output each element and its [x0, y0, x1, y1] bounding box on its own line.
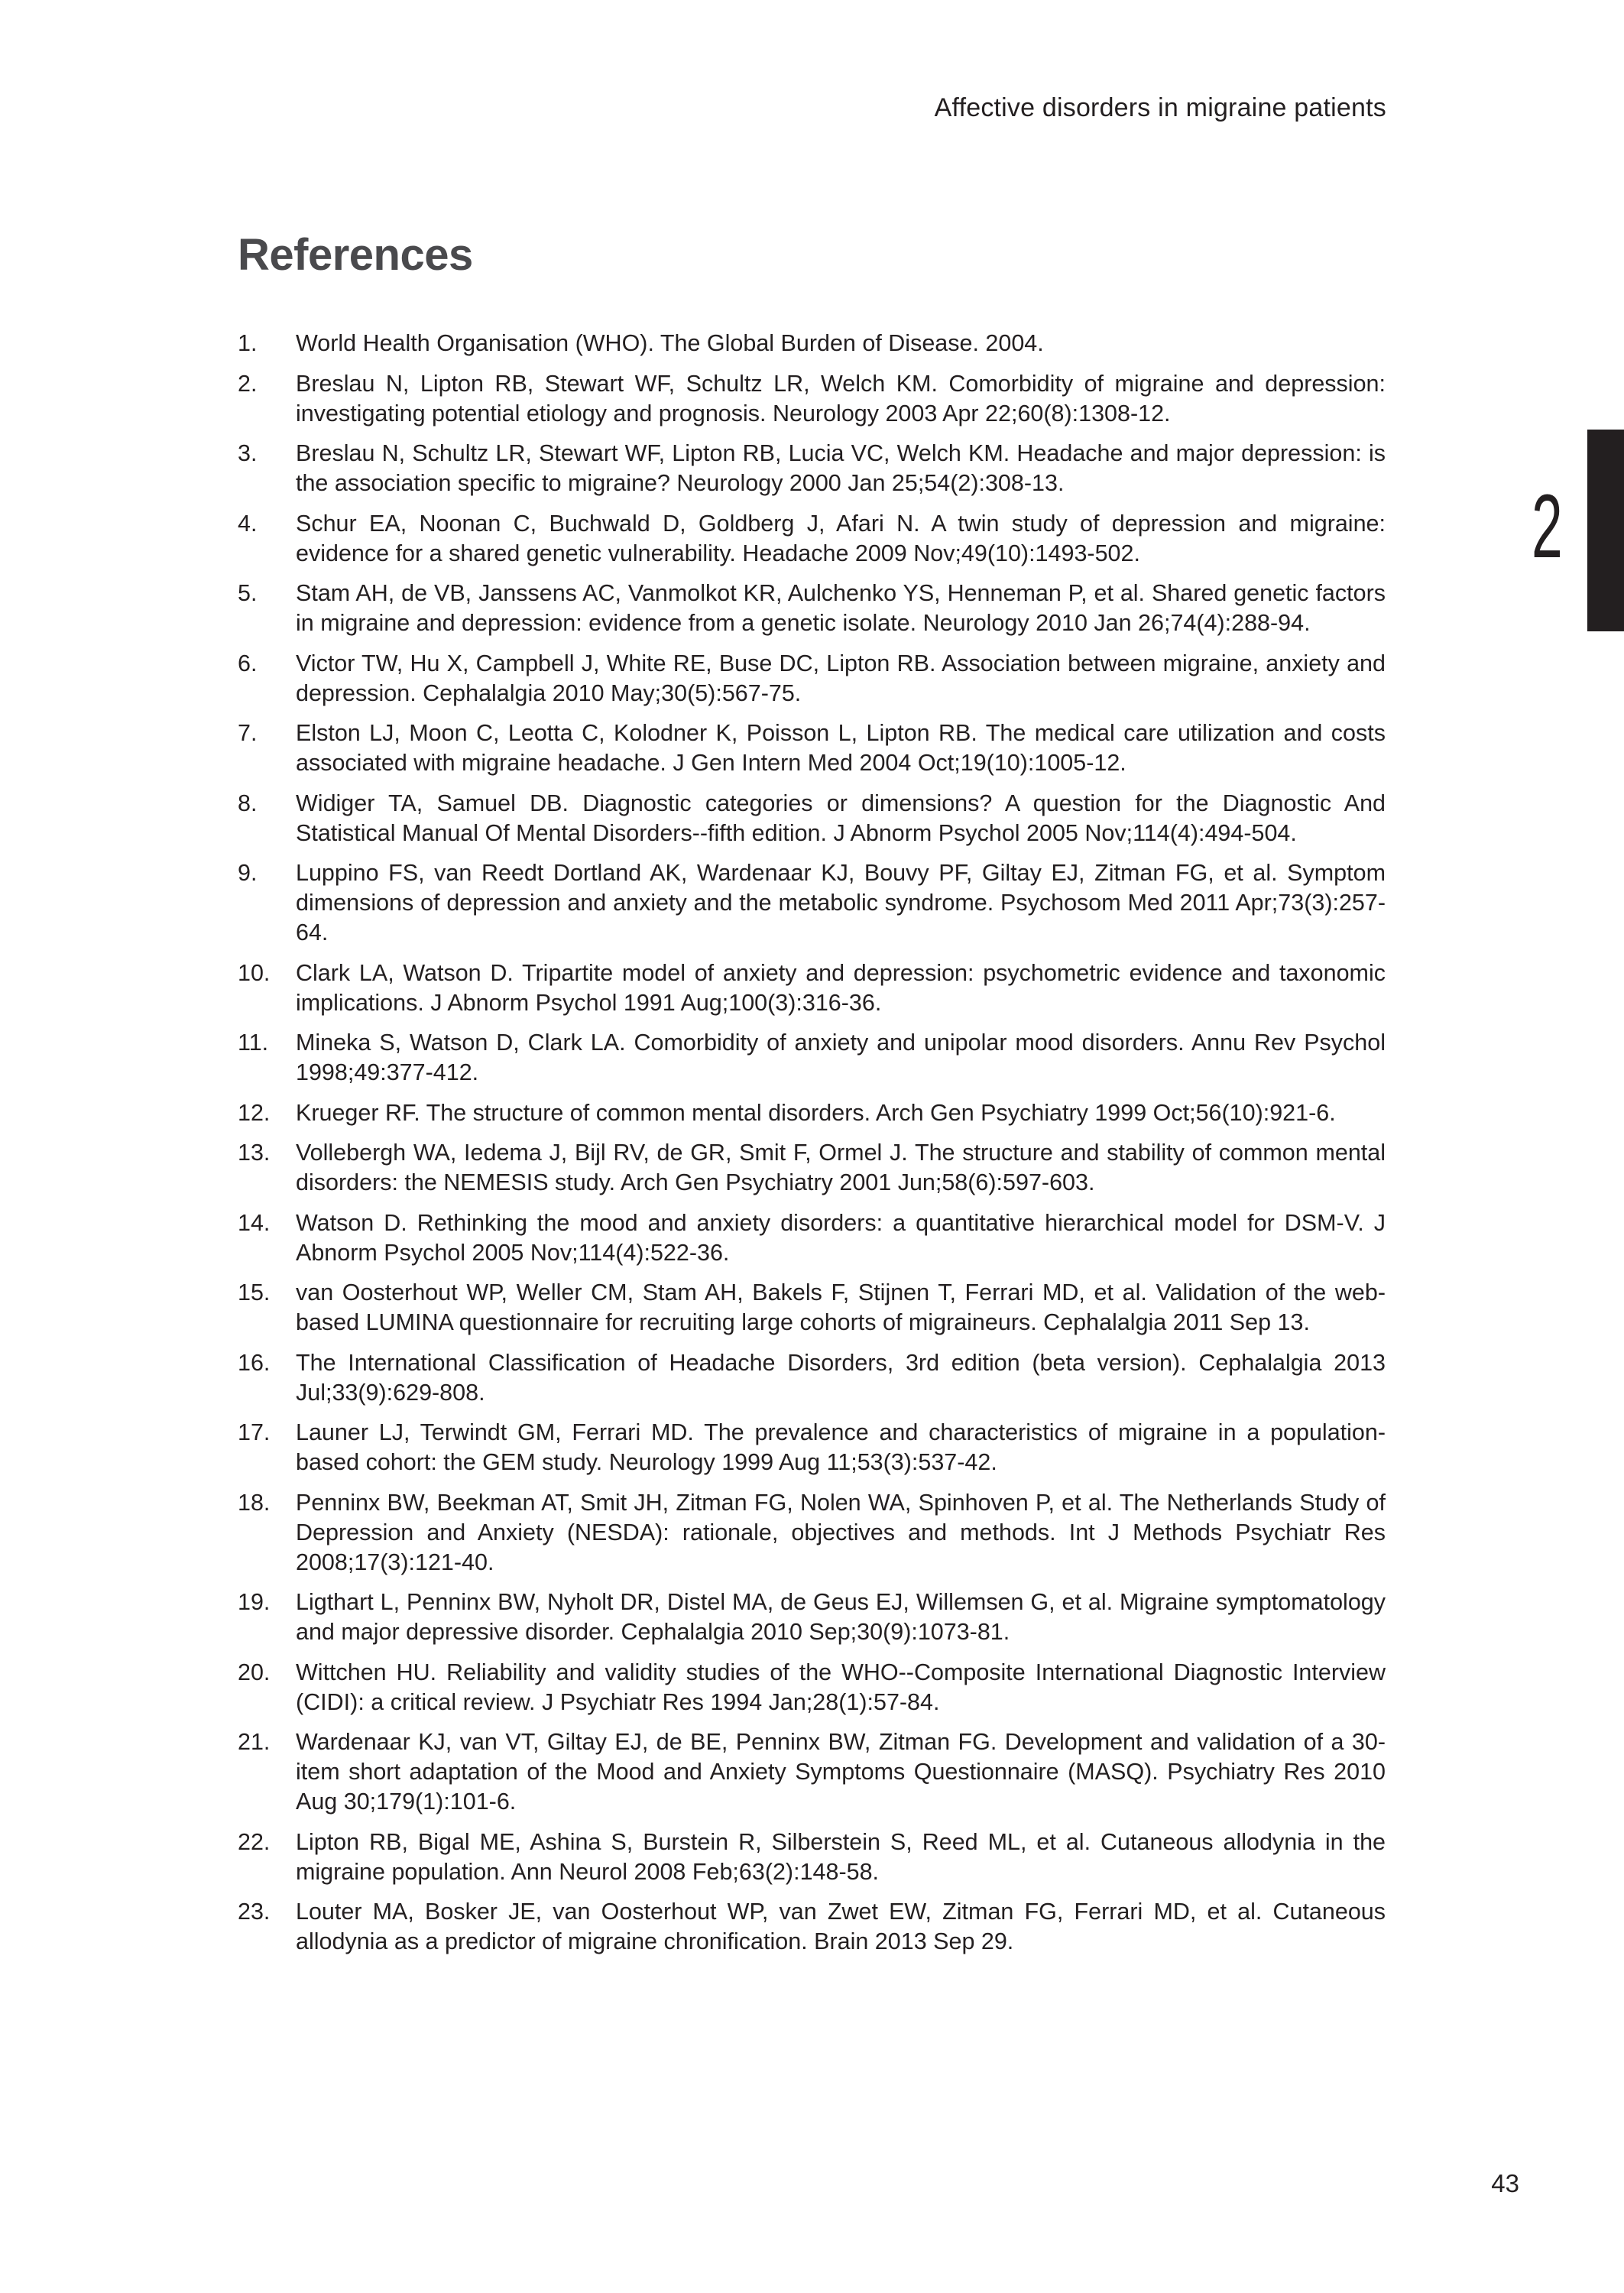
- reference-text: Wardenaar KJ, van VT, Giltay EJ, de BE, Penninx BW, Zitman FG. Development and validation of a 30-item short adaptation of the Mood and Anxiety Symptoms Questionnaire (MASQ). Psychiatry Res 2010 Aug 30;179(1):101-6.: [296, 1729, 1386, 1815]
- reference-text: Krueger RF. The structure of common mental disorders. Arch Gen Psychiatry 1999 Oct;56(10):921-6.: [296, 1099, 1336, 1126]
- reference-number: 16.: [238, 1349, 271, 1376]
- reference-text: Watson D. Rethinking the mood and anxiety disorders: a quantitative hierarchical model for DSM-V. J Abnorm Psychol 2005 Nov;114(4):522-36.: [296, 1209, 1386, 1266]
- reference-item: [238, 789, 1386, 848]
- reference-item: [238, 958, 1386, 1018]
- reference-text: Breslau N, Schultz LR, Stewart WF, Lipton RB, Lucia VC, Welch KM. Headache and major depression: is the association specific to migraine? Neurology 2000 Jan 25;54(2):308-13.: [296, 440, 1386, 496]
- reference-item: [238, 1588, 1386, 1647]
- reference-item: [238, 1028, 1386, 1088]
- reference-item: [238, 1828, 1386, 1887]
- reference-text: Louter MA, Bosker JE, van Oosterhout WP, van Zwet EW, Zitman FG, Ferrari MD, et al. Cutaneous allodynia as a predictor of migraine chronification. Brain 2013 Sep 29.: [296, 1899, 1386, 1954]
- reference-item: [238, 579, 1386, 638]
- reference-item: [238, 649, 1386, 709]
- reference-text: Vollebergh WA, Iedema J, Bijl RV, de GR, Smit F, Ormel J. The structure and stability of common mental disorders: the NEMESIS study. Arch Gen Psychiatry 2001 Jun;58(6):597-603.: [296, 1140, 1386, 1195]
- reference-text: Lipton RB, Bigal ME, Ashina S, Burstein R, Silberstein S, Reed ML, et al. Cutaneous allodynia in the migraine population. Ann Neurol 2008 Feb;63(2):148-58.: [296, 1828, 1386, 1885]
- reference-text: Widiger TA, Samuel DB. Diagnostic categories or dimensions? A question for the Diagnostic And Statistical Manual Of Mental Disorders--fifth edition. J Abnorm Psychol 2005 Nov;114(4):494-504.: [296, 790, 1386, 846]
- reference-number: 3.: [238, 440, 258, 466]
- reference-number: 9.: [238, 860, 258, 886]
- reference-number: 1.: [238, 330, 258, 356]
- running-header: Affective disorders in migraine patients: [934, 93, 1386, 122]
- reference-item: [238, 1278, 1386, 1338]
- reference-number: 14.: [238, 1209, 271, 1236]
- reference-text: Schur EA, Noonan C, Buchwald D, Goldberg J, Afari N. A twin study of depression and migraine: evidence for a shared genetic vulnerability. Headache 2009 Nov;49(10):1493-502.: [296, 510, 1386, 566]
- chapter-number: 2: [1532, 476, 1563, 577]
- page-number: 43: [1491, 2169, 1519, 2197]
- reference-item: [238, 509, 1386, 569]
- reference-item: [238, 1488, 1386, 1578]
- reference-text: Luppino FS, van Reedt Dortland AK, Wardenaar KJ, Bouvy PF, Giltay EJ, Zitman FG, et al. Symptom dimensions of depression and anxiety and the metabolic syndrome. Psychosom Med 2011 Apr;73(3):257-64.: [296, 860, 1386, 945]
- reference-text: Ligthart L, Penninx BW, Nyholt DR, Distel MA, de Geus EJ, Willemsen G, et al. Migraine symptomatology and major depressive disorder. Cephalalgia 2010 Sep;30(9):1073-81.: [296, 1589, 1386, 1645]
- reference-item: [238, 1208, 1386, 1268]
- reference-number: 13.: [238, 1140, 271, 1166]
- reference-number: 11.: [238, 1030, 269, 1056]
- reference-item: [238, 1727, 1386, 1817]
- reference-number: 2.: [238, 370, 258, 397]
- reference-number: 7.: [238, 720, 258, 746]
- reference-item: [238, 1138, 1386, 1198]
- reference-item: [238, 1658, 1386, 1717]
- reference-list: [238, 329, 1386, 1967]
- reference-item: [238, 369, 1386, 429]
- reference-item: [238, 1418, 1386, 1477]
- reference-item: [238, 1897, 1386, 1957]
- reference-number: 20.: [238, 1659, 271, 1685]
- reference-number: 6.: [238, 650, 258, 676]
- reference-item: [238, 1098, 1386, 1128]
- reference-number: 18.: [238, 1489, 271, 1516]
- reference-text: Clark LA, Watson D. Tripartite model of anxiety and depression: psychometric evidence and taxonomic implications. J Abnorm Psychol 1991 Aug;100(3):316-36.: [296, 959, 1386, 1016]
- reference-text: The International Classification of Headache Disorders, 3rd edition (beta version). Cephalalgia 2013 Jul;33(9):629-808.: [296, 1349, 1386, 1406]
- reference-text: Penninx BW, Beekman AT, Smit JH, Zitman FG, Nolen WA, Spinhoven P, et al. The Netherlands Study of Depression and Anxiety (NESDA): rationale, objectives and methods. Int J Methods Psychiatr Res 2008;17(3):121-40.: [296, 1489, 1386, 1575]
- reference-text: World Health Organisation (WHO). The Global Burden of Disease. 2004.: [296, 330, 1044, 356]
- reference-item: [238, 1348, 1386, 1408]
- reference-number: 22.: [238, 1828, 271, 1855]
- reference-number: 17.: [238, 1419, 271, 1445]
- reference-text: Victor TW, Hu X, Campbell J, White RE, Buse DC, Lipton RB. Association between migraine, anxiety and depression. Cephalalgia 2010 May;30(5):567-75.: [296, 650, 1386, 706]
- section-title: References: [238, 230, 473, 280]
- reference-number: 8.: [238, 790, 258, 816]
- reference-number: 12.: [238, 1099, 271, 1126]
- reference-number: 21.: [238, 1729, 271, 1755]
- reference-text: Launer LJ, Terwindt GM, Ferrari MD. The prevalence and characteristics of migraine in a population-based cohort: the GEM study. Neurology 1999 Aug 11;53(3):537-42.: [296, 1419, 1386, 1475]
- reference-text: Stam AH, de VB, Janssens AC, Vanmolkot KR, Aulchenko YS, Henneman P, et al. Shared genetic factors in migraine and depression: evidence from a genetic isolate. Neurology 2010 Jan 26;74(4):288-94.: [296, 580, 1386, 636]
- reference-number: 4.: [238, 510, 258, 537]
- reference-text: Elston LJ, Moon C, Leotta C, Kolodner K, Poisson L, Lipton RB. The medical care utilization and costs associated with migraine headache. J Gen Intern Med 2004 Oct;19(10):1005-12.: [296, 720, 1386, 776]
- reference-item: [238, 329, 1386, 358]
- reference-text: Breslau N, Lipton RB, Stewart WF, Schultz LR, Welch KM. Comorbidity of migraine and depression: investigating potential etiology and prognosis. Neurology 2003 Apr 22;60(8):1308-12.: [296, 370, 1386, 426]
- chapter-tab: [1587, 430, 1624, 631]
- reference-item: [238, 858, 1386, 948]
- reference-text: Mineka S, Watson D, Clark LA. Comorbidity of anxiety and unipolar mood disorders. Annu Rev Psychol 1998;49:377-412.: [296, 1030, 1386, 1085]
- reference-number: 10.: [238, 959, 271, 986]
- reference-item: [238, 718, 1386, 778]
- reference-number: 15.: [238, 1279, 271, 1305]
- reference-number: 23.: [238, 1899, 271, 1925]
- reference-text: van Oosterhout WP, Weller CM, Stam AH, Bakels F, Stijnen T, Ferrari MD, et al. Validation of the web-based LUMINA questionnaire for recruiting large cohorts of migraineurs. Cephalalgia 2011 Sep 13.: [296, 1279, 1386, 1335]
- reference-number: 19.: [238, 1589, 271, 1615]
- reference-item: [238, 439, 1386, 498]
- reference-number: 5.: [238, 580, 258, 606]
- reference-text: Wittchen HU. Reliability and validity studies of the WHO--Composite International Diagnostic Interview (CIDI): a critical review. J Psychiatr Res 1994 Jan;28(1):57-84.: [296, 1659, 1386, 1715]
